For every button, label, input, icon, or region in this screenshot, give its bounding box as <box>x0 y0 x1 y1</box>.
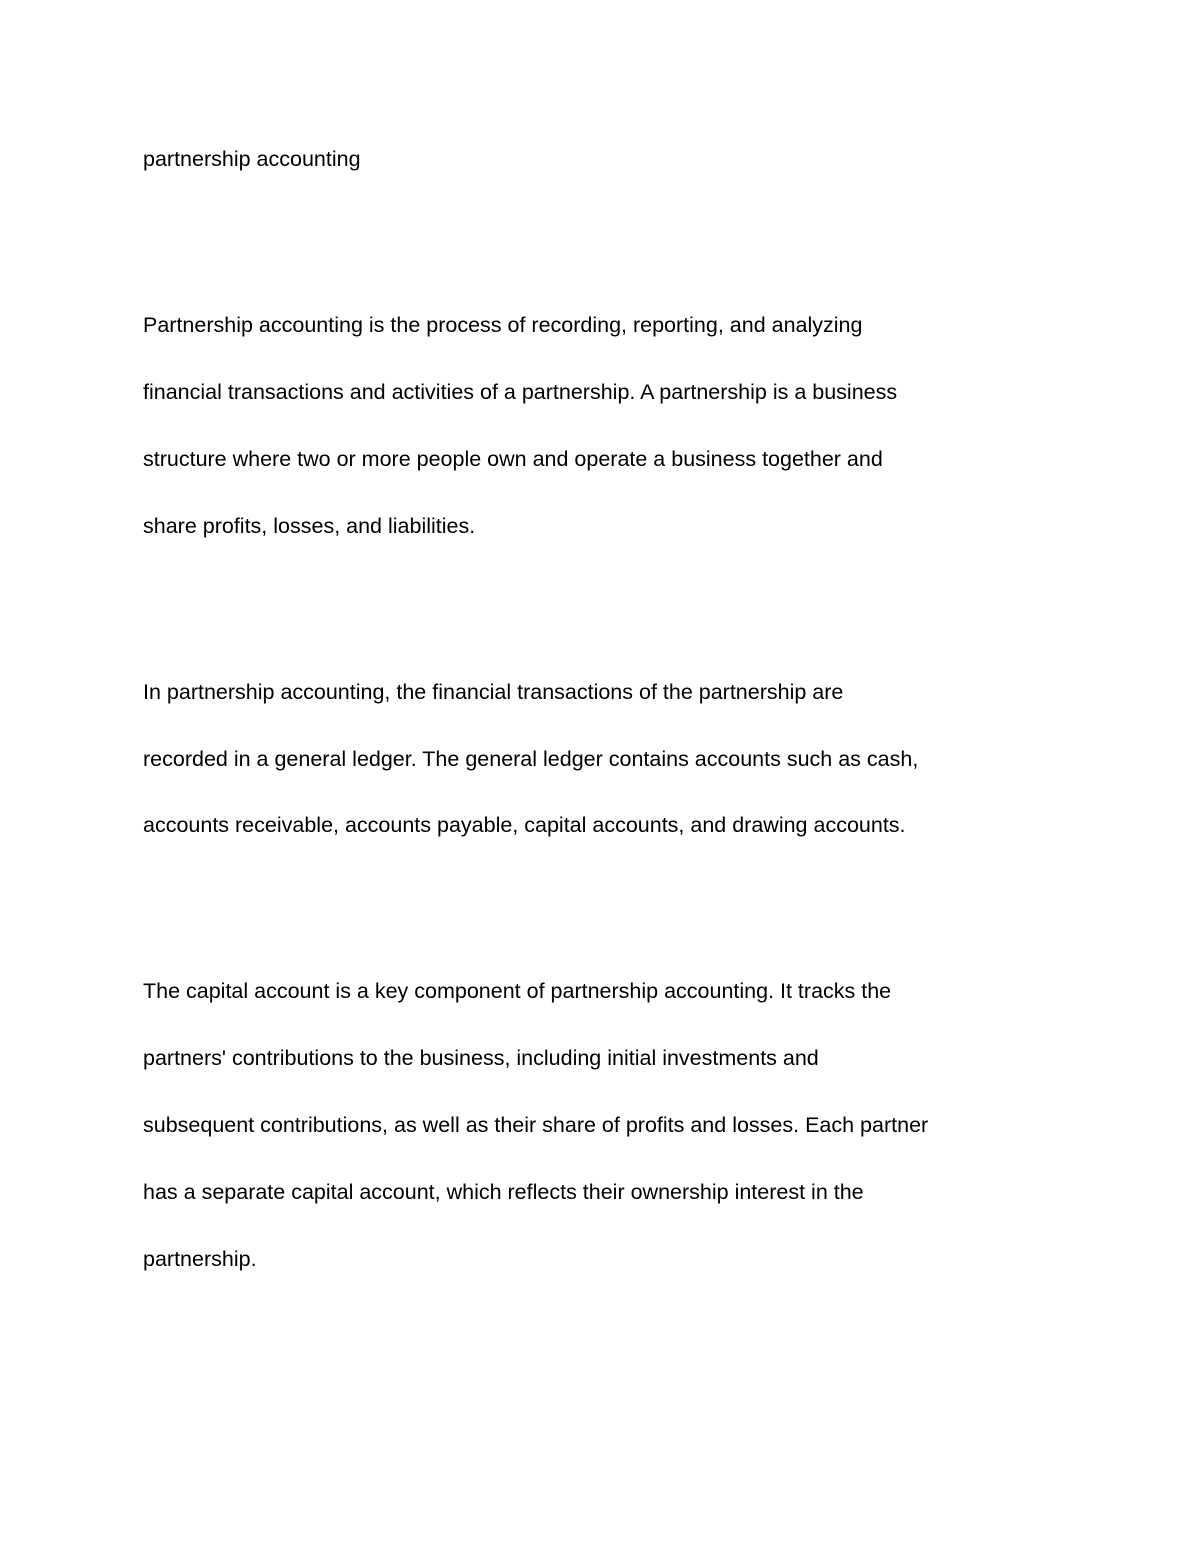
text-line: has a separate capital account, which reflects their ownership interest in the <box>143 1180 864 1204</box>
text-line: financial transactions and activities of a partnership. A partnership is a business <box>143 380 898 404</box>
text-line: subsequent contributions, as well as their share of profits and losses. Each partner <box>143 1113 929 1137</box>
text-line: The capital account is a key component of partnership accounting. It tracks the <box>143 979 892 1003</box>
text-line: recorded in a general ledger. The general ledger contains accounts such as cash, <box>143 747 919 771</box>
text-line: partnership. <box>143 1247 257 1271</box>
text-line: In partnership accounting, the financial transactions of the partnership are <box>143 680 844 704</box>
text-line: share profits, losses, and liabilities. <box>143 514 476 538</box>
text-line: partners' contributions to the business, including initial investments and <box>143 1046 819 1070</box>
text-line: Partnership accounting is the process of recording, reporting, and analyzing <box>143 313 863 337</box>
text-line: structure where two or more people own and operate a business together and <box>143 447 883 471</box>
document-title: partnership accounting <box>143 147 361 171</box>
text-line: accounts receivable, accounts payable, capital accounts, and drawing accounts. <box>143 813 906 837</box>
